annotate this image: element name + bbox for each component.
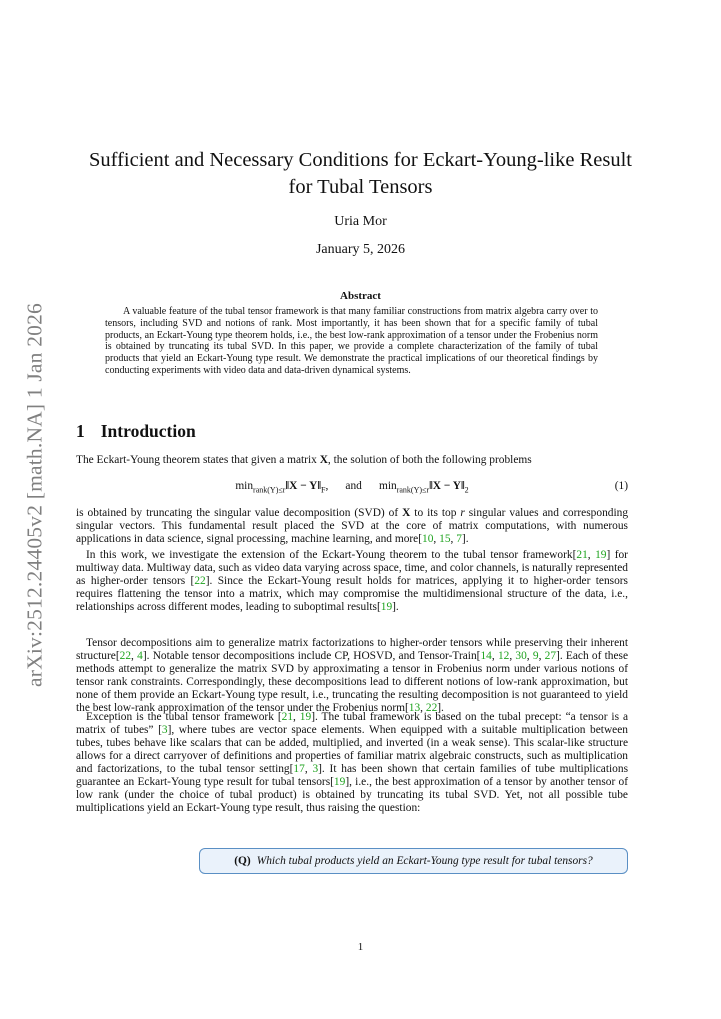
citation-link[interactable]: 4: [137, 650, 143, 663]
citation-link[interactable]: 22: [119, 650, 132, 663]
paper-date: January 5, 2026: [315, 242, 406, 257]
citation-link[interactable]: 3: [161, 724, 168, 737]
citation-link[interactable]: 21: [281, 711, 294, 723]
abstract-body: A valuable feature of the tubal tensor framework is that many familiar constructions from matrix algebra carry over to tensors, including SVD and notions of rank. Most importantly, it has been shown that for a specific family of tubal products, an Eckart-Young type theorem holds, i.e., the best low-rank approximation of a tensor under the Frobenius norm is obtained by truncating its tubal SVD. In this paper, we provide a complete characterization of the family of tubal products that yield an Eckart-Young type result. We demonstrate the practical implications of our theoretical findings by conducting experiments with video data and data-driven dynamical systems.: [105, 306, 598, 376]
author-name: Uria Mor: [334, 214, 387, 229]
paragraph-3: Tensor decompositions aim to generalize matrix factorizations to higher-order tensors while preserving their inherent structure[22, 4]. Notable tensor decompositions include CP, HOSVD, and Tensor-Train[14, 12, 30, 9, 27]. Each of these methods attempt to generalize the matrix SVD by approximating a tensor in Frobenius norm under various notions of tensor rank constraints. Correspondingly, these decompositions lead to different notions of low-rank approximation, but none of them provide an Eckart-Young type result, i.e., truncating the resulting decomposition is not guaranteed to yield the best low-rank approximation of the tensor under the Frobenius norm[13, 22].: [76, 637, 629, 715]
citation-link[interactable]: 15: [439, 533, 451, 546]
citation-link[interactable]: 22: [194, 575, 206, 588]
paragraph-1: is obtained by truncating the singular value decomposition (SVD) of X to its top r singular values and corresponding singular vectors. This fundamental result placed the SVD at the core of matrix computations, with numerous applications in data science, signal processing, machine learning, and more[10, 15, 7].: [76, 507, 629, 546]
equation-1: [76, 480, 628, 496]
citation-link[interactable]: 19: [299, 711, 312, 723]
section-heading-introduction: [76, 421, 196, 442]
arxiv-identifier-stamp: arXiv:2512.24405v2 [math.NA] 1 Jan 2026: [22, 303, 47, 687]
paragraph-4: Exception is the tubal tensor framework [21, 19]. The tubal framework is based on the tubal precept: “a tensor is a matrix of tubes” [3], where tubes are vector space elements. When equipped with a suitable multiplication between tubes, tubes behave like scalars that can be added, multiplied, and inverted (in a weak sense). This scalar-like structure allows for a direct carryover of definitions and properties of familiar matrix algebraic constructs, such as multiplication and factorizations, to the tubal tensor setting[17, 3]. It has been shown that certain families of tube multiplications guarantee an Eckart-Young type result for tubal tensors[19], i.e., the best approximation of a tensor by another tensor of low rank (under the choice of tubal product) is obtained by truncating its tubal SVD. Yet, not all possible tube multiplications yield an Eckart-Young type result, thus raising the question:: [76, 711, 629, 815]
question-label: (Q): [234, 855, 251, 867]
citation-link[interactable]: 12: [497, 650, 510, 663]
citation-link[interactable]: 19: [333, 776, 346, 789]
citation-link[interactable]: 9: [532, 650, 539, 663]
citation-link[interactable]: 3: [312, 763, 319, 776]
question-text: Which tubal products yield an Eckart-Young type result for tubal tensors?: [256, 855, 593, 867]
citation-link[interactable]: 13: [408, 702, 421, 715]
citation-link[interactable]: 19: [380, 601, 393, 614]
citation-link[interactable]: 22: [425, 702, 438, 715]
section-number: 1: [76, 421, 85, 441]
research-question-box: [199, 848, 628, 874]
matrix-symbol: X: [319, 454, 328, 466]
intro-lead-sentence: The Eckart-Young theorem states that given a matrix X, the solution of both the following problems: [76, 454, 532, 466]
citation-link[interactable]: 7: [456, 533, 462, 546]
citation-link[interactable]: 10: [422, 533, 434, 546]
abstract-heading: Abstract: [340, 290, 381, 302]
citation-link[interactable]: 19: [595, 549, 607, 561]
section-title: Introduction: [100, 421, 196, 441]
citation-link[interactable]: 14: [480, 650, 492, 663]
paper-title: Sufficient and Necessary Conditions for Eckart-Young-like Result for Tubal Tensors: [89, 149, 632, 198]
citation-link[interactable]: 30: [515, 650, 527, 663]
paragraph-2: In this work, we investigate the extension of the Eckart-Young theorem to the tubal tensor framework[21, 19] for multiway data. Multiway data, such as video data varying across space, time, and color channels, is naturally represented as higher-order tensors [22]. Since the Eckart-Young result holds for matrices, applying it to higher-order tensors requires flattening the tensor into a matrix, which may compromise the multidimensional structure of the data, i.e., relationships across different modes, leading to suboptimal results[19].: [76, 549, 628, 614]
citation-link[interactable]: 27: [544, 650, 557, 663]
equation-number: (1): [614, 480, 628, 492]
equation-body: $\min_{rank(Y)\le r}‖X$ − $Y‖_F$, and $\min_{rank(Y)\le r}‖X$ − $Y‖_2$: [235, 480, 469, 495]
citation-link[interactable]: 17: [293, 763, 305, 776]
citation-link[interactable]: 21: [576, 549, 588, 561]
page-number: 1: [357, 941, 364, 953]
